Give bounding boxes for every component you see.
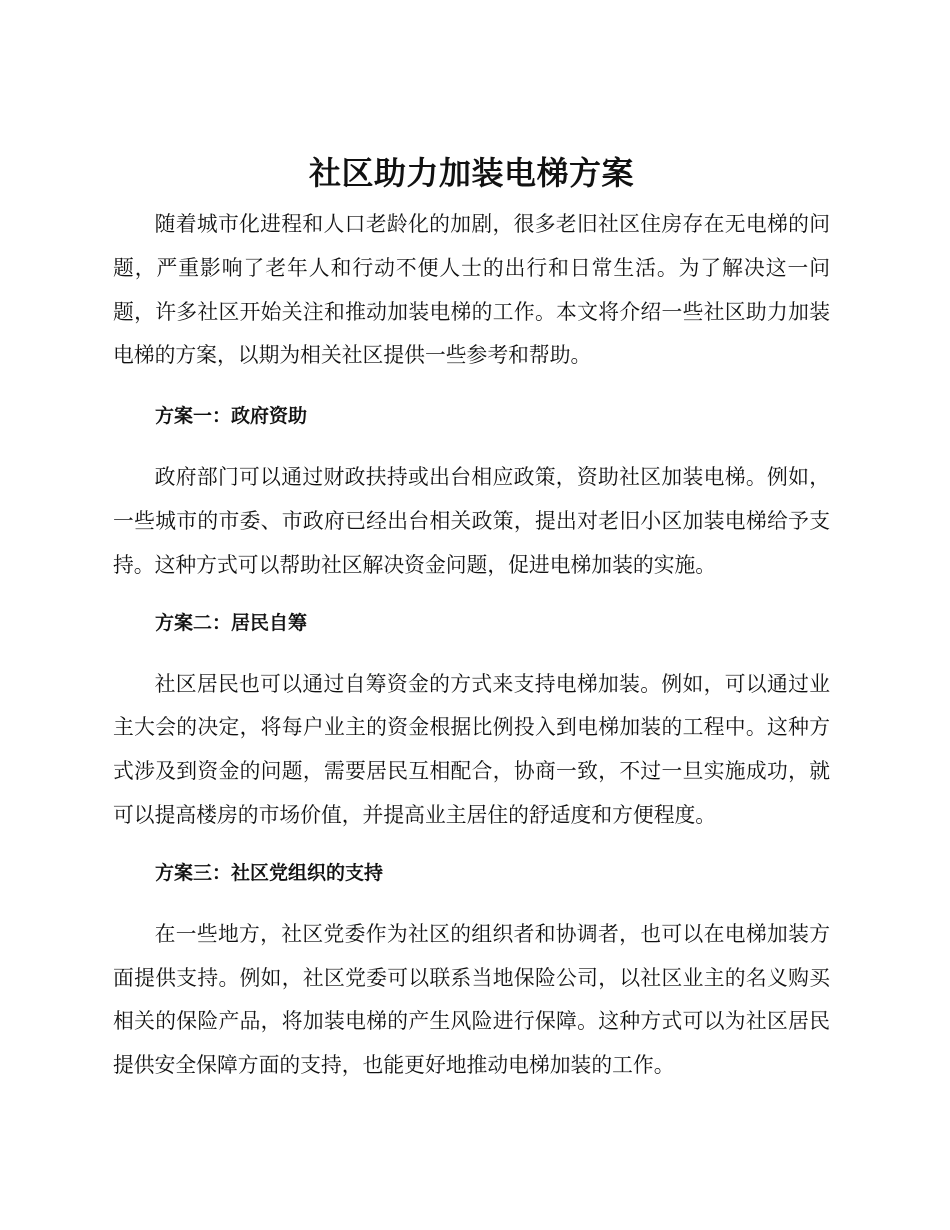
- section-body-resident-funding: 社区居民也可以通过自筹资金的方式来支持电梯加装。例如，可以通过业主大会的决定，将每户业主的资金根据比例投入到电梯加装的工程中。这种方式涉及到资金的问题，需要居民互相配合，协商一致，不过一旦实施成功，就可以提高楼房的市场价值，并提高业主居住的舒适度和方便程度。: [113, 671, 830, 827]
- section-heading-resident-funding: 方案二：居民自筹: [155, 611, 308, 634]
- section-body-party-support: 在一些地方，社区党委作为社区的组织者和协调者，也可以在电梯加装方面提供支持。例如，社区党委可以联系当地保险公司，以社区业主的名义购买相关的保险产品，将加装电梯的产生风险进行保障。这种方式可以为社区居民提供安全保障方面的支持，也能更好地推动电梯加装的工作。: [113, 921, 830, 1078]
- document-body: [113, 146, 830, 1088]
- section-heading-government-funding: 方案一：政府资助: [155, 405, 308, 428]
- document-title: 社区助力加装电梯方案: [308, 154, 634, 192]
- intro-paragraph: 随着城市化进程和人口老龄化的加剧，很多老旧社区住房存在无电梯的问题，严重影响了老年人和行动不便人士的出行和日常生活。为了解决这一问题，许多社区开始关注和推动加装电梯的工作。本文将介绍一些社区助力加装电梯的方案，以期为相关社区提供一些参考和帮助。: [113, 212, 830, 368]
- section-body-government-funding: 政府部门可以通过财政扶持或出台相应政策，资助社区加装电梯。例如，一些城市的市委、市政府已经出台相关政策，提出对老旧小区加装电梯给予支持。这种方式可以帮助社区解决资金问题，促进电梯加装的实施。: [113, 465, 830, 577]
- section-heading-party-support: 方案三：社区党组织的支持: [155, 861, 384, 884]
